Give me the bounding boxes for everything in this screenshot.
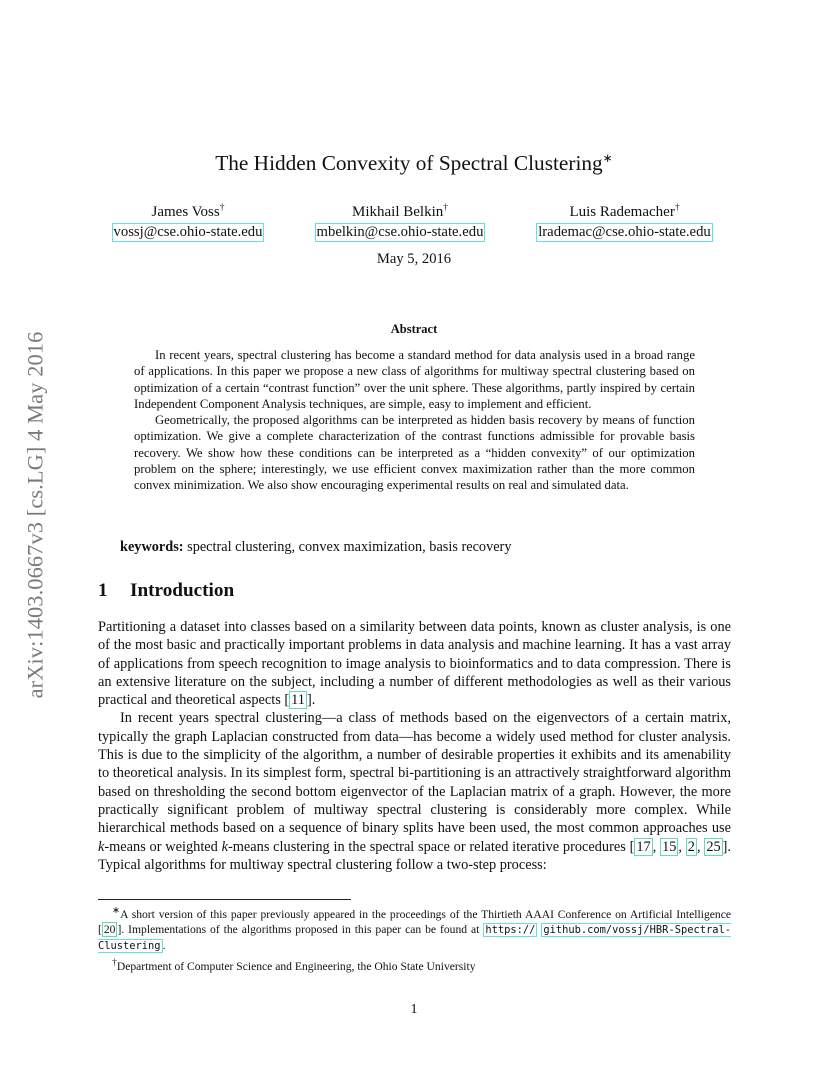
abstract-body [134, 347, 695, 494]
arxiv-sidebar [21, 290, 49, 740]
introduction-body [98, 618, 731, 874]
abstract-heading: Abstract [390, 322, 438, 336]
author-rademacher [518, 199, 731, 242]
footnotes [98, 903, 731, 974]
author-email-link[interactable]: lrademac@cse.ohio-state.edu [538, 224, 711, 240]
citation-link[interactable]: 11 [291, 692, 305, 709]
url-link[interactable]: github.com/vossj/HBR-Spectral-Clustering [98, 924, 731, 953]
author-name: James Voss† [151, 203, 225, 220]
footnote-2: †Department of Computer Science and Engineering, the Ohio State University [112, 956, 476, 973]
author-name: Luis Rademacher† [569, 203, 680, 220]
abstract-paragraph: In recent years, spectral clustering has become a standard method for data analysis used in a broad range of applications. In this paper we propose a new class of algorithms for multiway spectral clustering based on optimization of a certain “contrast function” over the unit sphere. These algorithms, partly inspired by certain Independent Component Analysis techniques, are simple, easy to implement and efficient. [134, 348, 695, 411]
title-text: The Hidden Convexity of Spectral Clustering [215, 151, 603, 176]
section-title: Introduction [130, 580, 235, 601]
author-voss [96, 199, 280, 242]
keywords-label: keywords: [120, 539, 184, 555]
intro-paragraph: Partitioning a dataset into classes based on a similarity between data points, known as cluster analysis, is one of the most basic and practically important problems in data analysis and machine learning. It has a vast array of applications from speech recognition to image analysis to bioinformatics and to data compression. There is an extensive literature on the subject, including a number of different methodologies as well as their various practical and theoretical aspects [ 11 ]. [98, 619, 731, 709]
abstract-paragraph: Geometrically, the proposed algorithms can be interpreted as hidden basis recovery by means of function optimization. We give a complete characterization of the contrast functions admissible for provable basis recovery. We show how these conditions can be interpreted as a “hidden convexity” of our optimization problem on the sphere; interestingly, we use efficient convex maximization rather than the more common convex minimization. We also show encouraging experimental results on real and simulated data. [134, 413, 695, 493]
section-heading [98, 580, 234, 602]
author-name: Mikhail Belkin† [352, 203, 448, 220]
citation-link[interactable]: 2 [687, 838, 695, 855]
author-email-link[interactable]: mbelkin@cse.ohio-state.edu [316, 224, 484, 240]
paper-date: May 5, 2016 [376, 251, 452, 267]
keywords [120, 539, 720, 556]
footnote-rule [98, 899, 351, 900]
section-number: 1 [98, 580, 108, 601]
paper-title [0, 151, 828, 176]
citation-link[interactable]: 25 [706, 838, 721, 855]
intro-paragraph: In recent years spectral clustering—a class of methods based on the eigenvectors of a certain matrix, typically the graph Laplacian constructed from data—has become a widely used method for cluster analysis. This is due to the simplicity of the algorithm, a number of desirable properties it exhibits and its amenability to theoretical analysis. In its simplest form, spectral bi-partitioning is an attractively straightforward algorithm based on thresholding the second bottom eigenvector of the Laplacian matrix of a graph. However, the more practically significant problem of multiway spectral clustering is considerably more complex. While hierarchical methods based on a sequence of binary splits have been used, the most common approaches use k-means or weighted k-means clustering in the spectral space or related iterative procedures [ 17 , 15 , 2 , 25 ]. Typical algorithms for multiway spectral clustering follow a two-step process: [98, 710, 732, 873]
url-link[interactable]: https:// [485, 924, 536, 937]
footnote-1: ∗A short version of this paper previously appeared in the proceedings of the Thirtieth AAAI Conference on Artificial Intelligence [ 20 ]. Implementations of the algorithms proposed in this paper can be found at https:// github.com/vossj/HBR-Spectral-Clustering . [98, 905, 731, 953]
author-belkin [297, 199, 503, 242]
citation-link[interactable]: 20 [103, 923, 116, 937]
page-number: 1 [410, 1002, 418, 1017]
citation-link[interactable]: 15 [662, 838, 677, 855]
citation-link[interactable]: 17 [636, 838, 651, 855]
title-footnote-mark: ∗ [602, 151, 613, 165]
arxiv-identifier: arXiv:1403.0667v3 [cs.LG] 4 May 2016 [22, 331, 47, 699]
author-email-link[interactable]: vossj@cse.ohio-state.edu [113, 224, 263, 240]
keywords-text: spectral clustering, convex maximization, basis recovery [187, 539, 512, 555]
